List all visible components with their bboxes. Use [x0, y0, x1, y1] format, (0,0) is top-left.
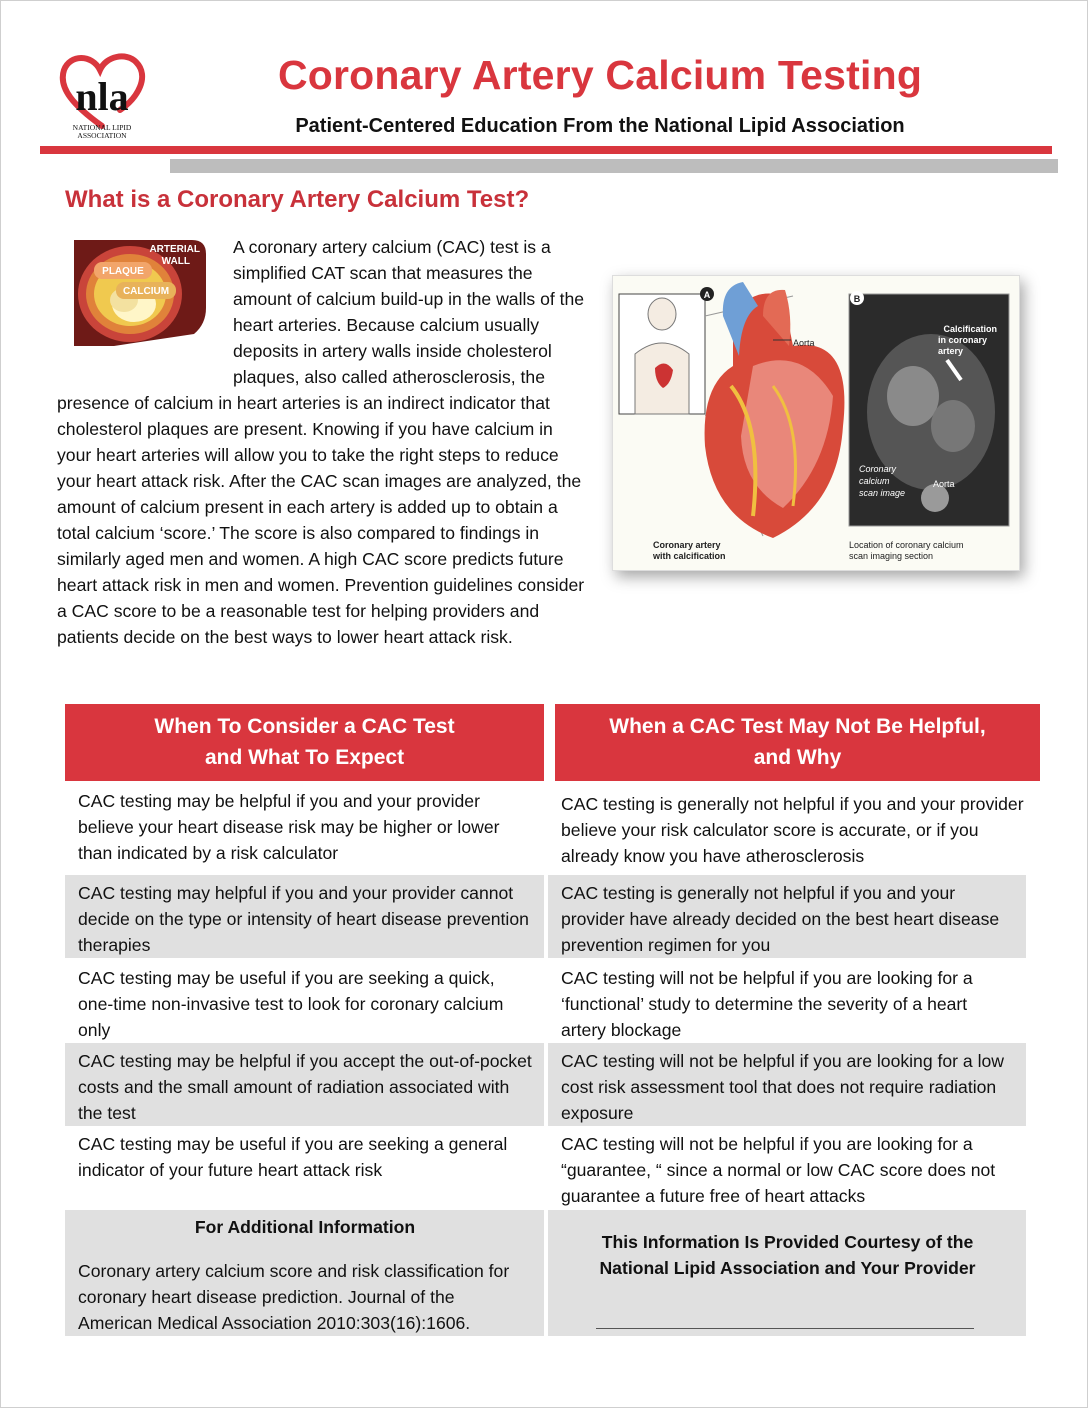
scan-label-3: scan image	[859, 488, 906, 498]
heart-ct-figure	[612, 275, 1020, 571]
aorta-label: Aorta	[793, 338, 815, 348]
calcification-label-2: in coronary	[937, 335, 987, 345]
scan-label-2: calcium	[859, 476, 890, 486]
table-row-1-right: CAC testing is generally not helpful if you and your provider believe your risk calculator score is accurate, or if you already know you have atherosclerosis	[561, 794, 1024, 866]
label-wall-2: WALL	[161, 256, 190, 267]
table-row-1-left: CAC testing may be helpful if you and your provider believe your heart disease risk may be higher or lower than indicated by a risk calculator	[78, 791, 500, 863]
page-subtitle: Patient-Centered Education From the National Lipid Association	[295, 115, 905, 137]
panel-b-label: B	[853, 294, 861, 304]
logo-caption-line2: ASSOCIATION	[77, 131, 127, 140]
nla-logo	[54, 48, 150, 148]
panel-a-label: A	[703, 290, 711, 300]
right-header-line2: and Why	[753, 746, 842, 769]
label-plaque: PLAQUE	[102, 266, 144, 277]
additional-info-cell	[65, 1210, 544, 1336]
label-calcium: CALCIUM	[122, 286, 170, 297]
table-row-3-right: CAC testing will not be helpful if you are looking for a ‘functional’ study to determine the severity of a heart artery blockage	[561, 968, 973, 1040]
section-heading: What is a Coronary Artery Calcium Test?	[65, 186, 530, 213]
intro-text: A coronary artery calcium (CAC) test is a simplified CAT scan that measures the amount of calcium build-up in the walls of the heart arteries. Because calcium usually deposits in artery walls inside cholesterol plaques, also called atherosclerosis, the presence of calcium in heart arteries is an indirect indicator that cholesterol plaques are present. Knowing if you have calcium in your heart arteries will allow you to take the right steps to reduce your heart attack risk. After the CAC scan images are analyzed, the amount of calcium present in each artery is added up to obtain a total calcium ‘score.’ The score is also compared to findings in similarly aged men and women. A high CAC score predicts future heart attack risk in men and women. Prevention guidelines consider a CAC score to be a reasonable test for helping providers and patients decide on the best ways to lower heart attack risk.	[57, 237, 585, 647]
logo-caption-line1: NATIONAL LIPID	[72, 123, 132, 132]
caption-left-1: Coronary artery	[653, 540, 721, 550]
table-row-5-right: CAC testing will not be helpful if you are looking for a “guarantee, “ since a normal or low CAC score does not guarantee a future free of heart attacks	[561, 1134, 996, 1206]
scan-aorta-label: Aorta	[933, 479, 955, 489]
logo-text: nla	[75, 74, 129, 119]
calcification-label-3: artery	[937, 346, 963, 356]
provider-signature-line	[596, 1328, 974, 1329]
caption-right-2: scan imaging section	[849, 551, 934, 561]
left-header-line1: When To Consider a CAC Test	[154, 715, 455, 738]
right-header-line1: When a CAC Test May Not Be Helpful,	[609, 715, 986, 738]
page-title: Coronary Artery Calcium Testing	[277, 52, 923, 98]
table-row-2-left: CAC testing may helpful if you and your provider cannot decide on the type or intensity of heart disease prevention therapies	[65, 875, 544, 958]
red-divider	[40, 146, 1052, 154]
caption-right-1: Location of coronary calcium	[849, 540, 964, 550]
table-row-3-left: CAC testing may be useful if you are seeking a quick, one-time non-invasive test to look for coronary calcium only	[78, 968, 504, 1040]
table-row-4-right: CAC testing will not be helpful if you are looking for a low cost risk assessment tool that does not require radiation exposure	[548, 1043, 1026, 1126]
courtesy-cell	[548, 1210, 1026, 1336]
left-header-line2: and What To Expect	[204, 746, 405, 769]
table-row-2-right: CAC testing is generally not helpful if you and your provider have already decided on the best heart disease prevention regimen for you	[548, 875, 1026, 958]
calcification-label-1: Calcification	[943, 324, 997, 334]
table-row-5-left: CAC testing may be useful if you are seeking a general indicator of your future heart attack risk	[78, 1134, 508, 1180]
additional-info-heading: For Additional Information	[194, 1217, 416, 1237]
caption-left-2: with calcification	[653, 551, 726, 561]
scan-label-1: Coronary	[859, 464, 897, 474]
courtesy-line2: National Lipid Association and Your Provider	[599, 1258, 976, 1278]
right-column-header	[555, 704, 1040, 781]
artery-plaque-diagram	[74, 234, 206, 346]
left-column-header	[65, 704, 544, 781]
gray-divider	[170, 159, 1058, 173]
additional-info-citation: Coronary artery calcium score and risk classification for coronary heart disease prediction. Journal of the American Medical Association 2010:303(16):1606.	[78, 1261, 510, 1333]
courtesy-line1: This Information Is Provided Courtesy of the	[601, 1232, 974, 1252]
label-wall-1: ARTERIAL	[149, 244, 200, 255]
table-row-4-left: CAC testing may be helpful if you accept the out-of-pocket costs and the small amount of radiation associated with the test	[65, 1043, 544, 1126]
